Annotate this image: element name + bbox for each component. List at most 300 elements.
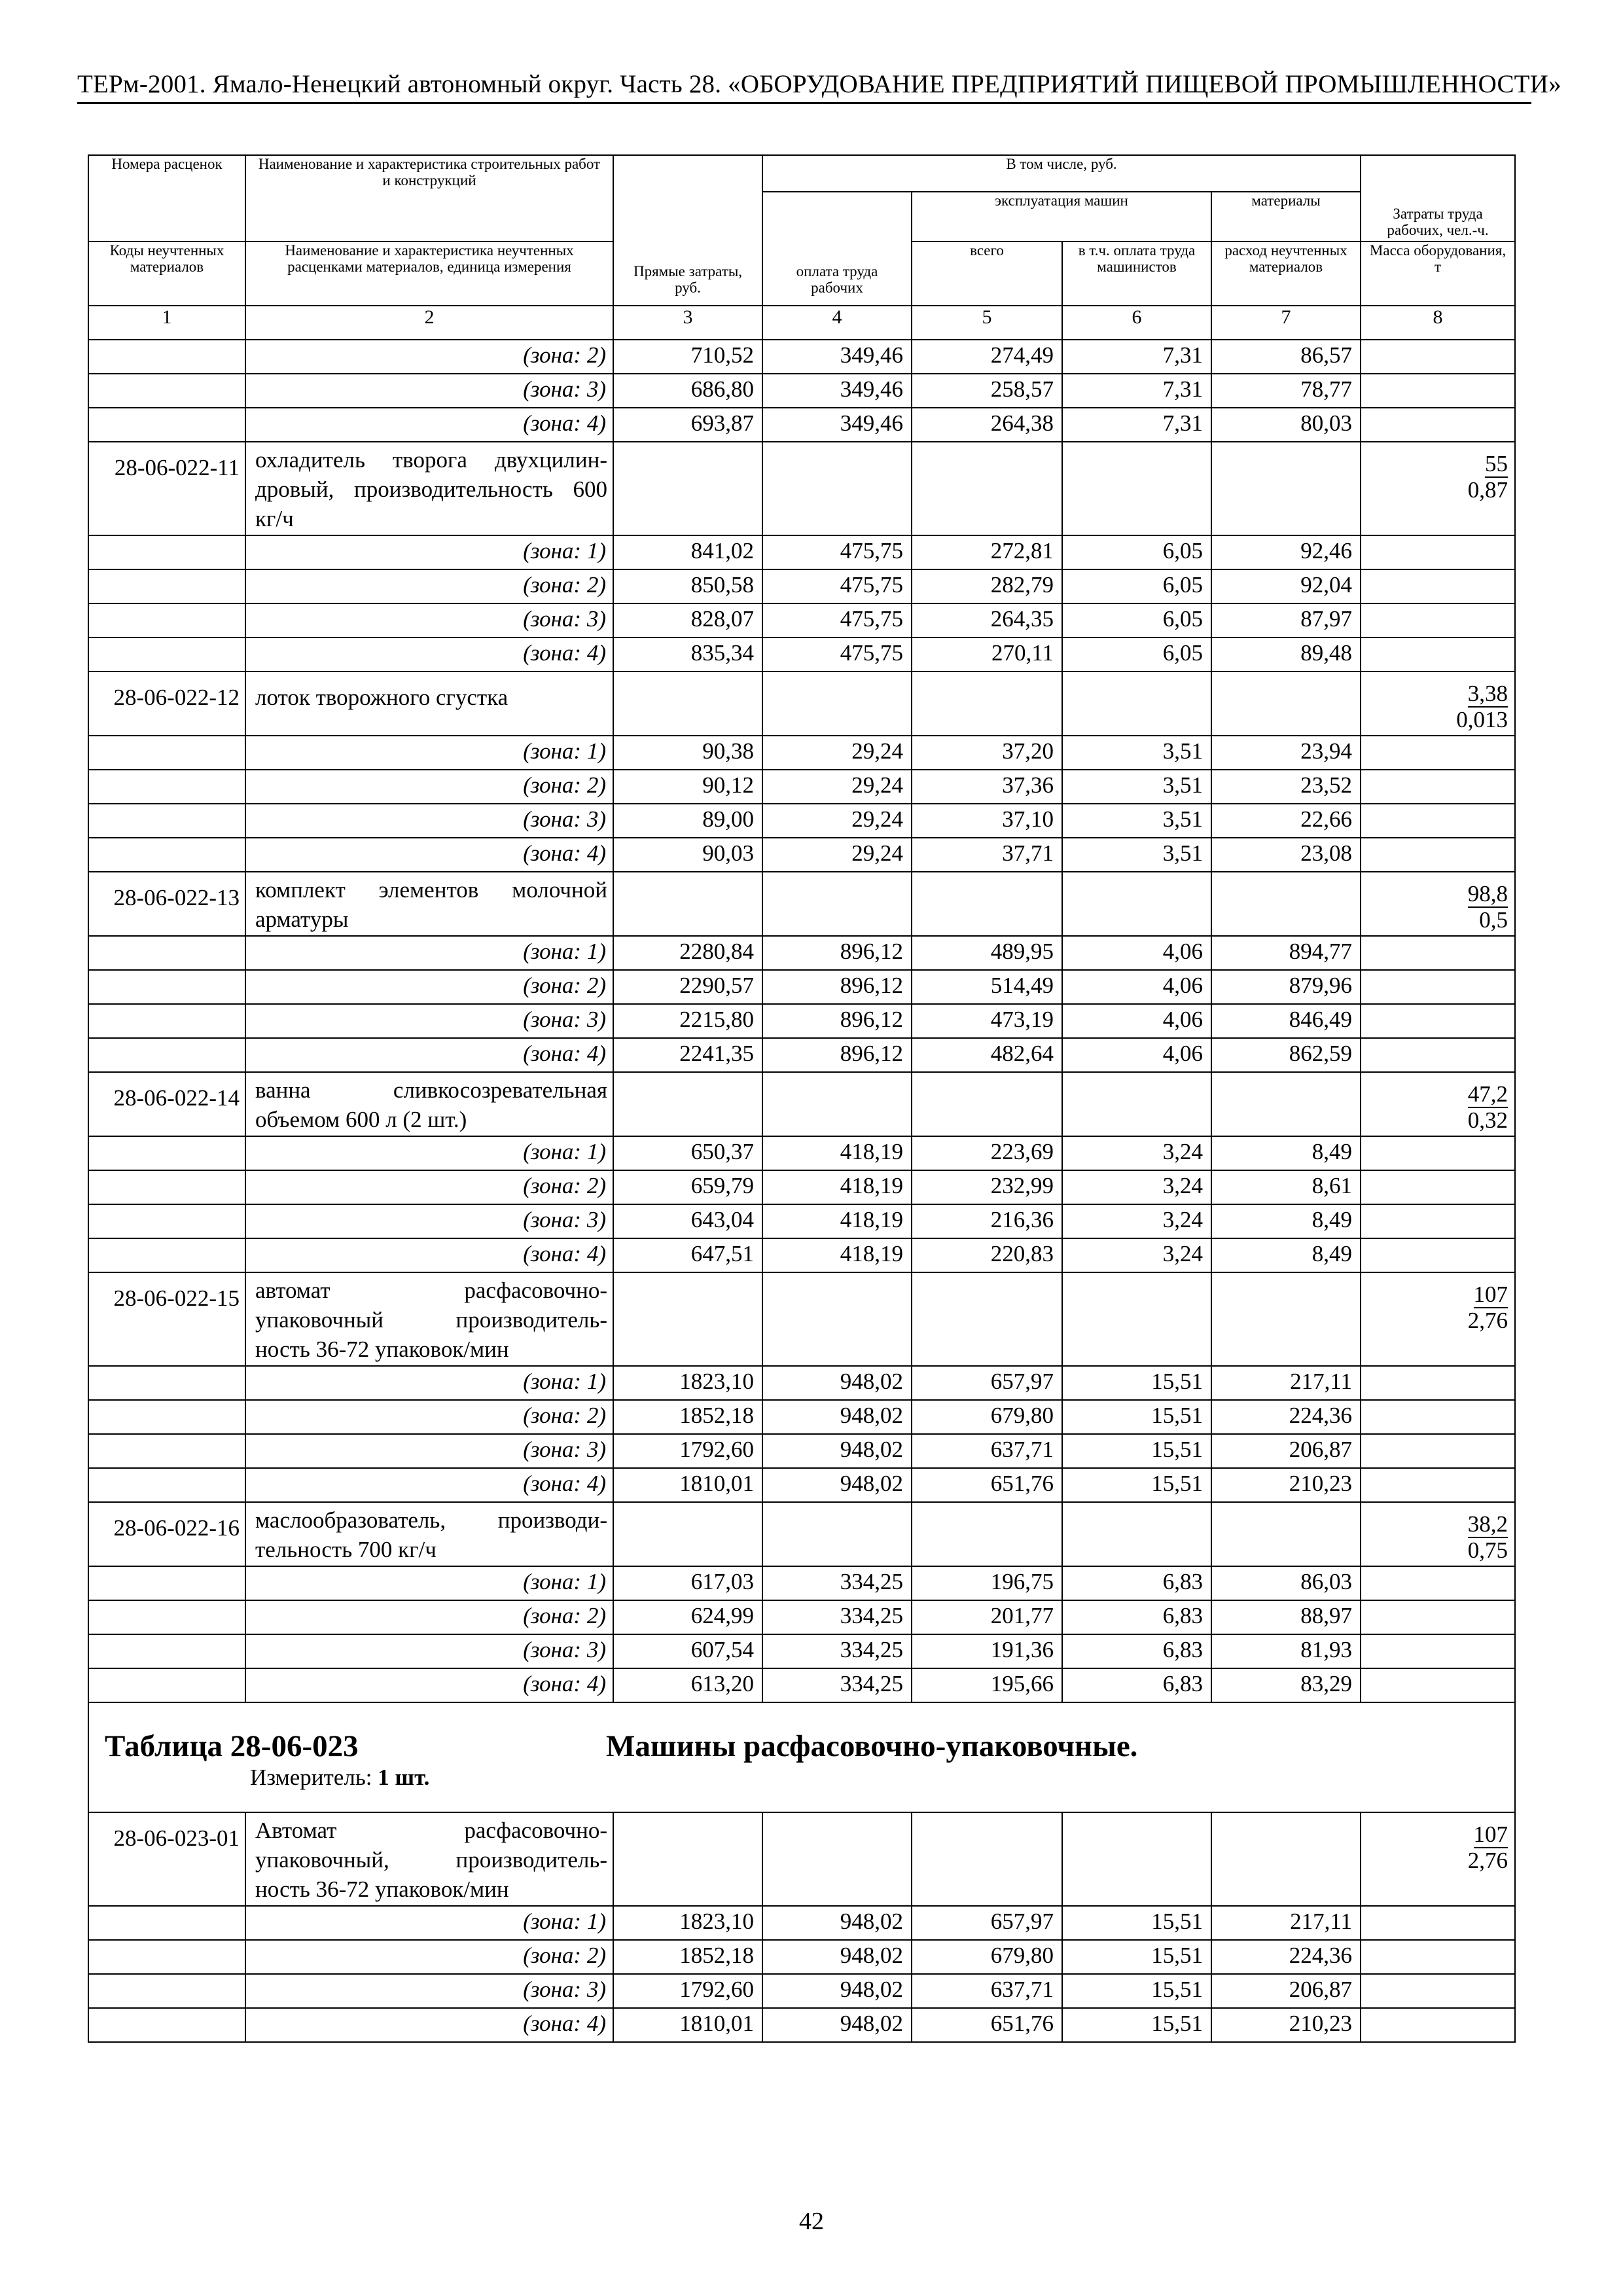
cost-value: 37,36 bbox=[912, 770, 1062, 804]
cost-value: 334,25 bbox=[762, 1668, 912, 1702]
cost-value: 1852,18 bbox=[613, 1400, 762, 1434]
labor-cell bbox=[1361, 1038, 1515, 1072]
empty-cell bbox=[912, 672, 1062, 736]
cost-value: 1852,18 bbox=[613, 1940, 762, 1974]
zone-label: (зона: 2) bbox=[245, 1170, 613, 1204]
cost-value: 206,87 bbox=[1211, 1434, 1361, 1468]
cost-value: 282,79 bbox=[912, 569, 1062, 603]
labor-cell bbox=[1361, 804, 1515, 838]
cost-value: 272,81 bbox=[912, 535, 1062, 569]
cost-value: 948,02 bbox=[762, 1906, 912, 1940]
rate-code: 28-06-022-13 bbox=[88, 872, 245, 936]
labor-cell bbox=[1361, 1366, 1515, 1400]
zone-row bbox=[88, 770, 1515, 804]
rate-row bbox=[88, 1072, 1515, 1136]
cost-value: 15,51 bbox=[1062, 1940, 1211, 1974]
empty-cell bbox=[1211, 872, 1361, 936]
description-line: автомат расфасовочно- bbox=[255, 1278, 607, 1303]
price-table bbox=[88, 154, 1516, 2043]
cost-value: 7,31 bbox=[1062, 374, 1211, 408]
zone-label: (зона: 1) bbox=[245, 535, 613, 569]
rate-description bbox=[245, 1072, 613, 1136]
cost-value: 1792,60 bbox=[613, 1974, 762, 2008]
labor-cell bbox=[1361, 770, 1515, 804]
cost-value: 475,75 bbox=[762, 569, 912, 603]
table-title-cell bbox=[88, 1702, 1515, 1812]
running-header: ТЕРм-2001. Ямало-Ненецкий автономный округ. Часть 28. «ОБОРУДОВАНИЕ ПРЕДПРИЯТИЙ ПИЩЕВОЙ ПРОМЫШЛЕННОСТИ» bbox=[77, 68, 1531, 104]
zone-label: (зона: 2) bbox=[245, 770, 613, 804]
cost-value: 2290,57 bbox=[613, 970, 762, 1004]
cost-value: 217,11 bbox=[1211, 1906, 1361, 1940]
cost-value: 2241,35 bbox=[613, 1038, 762, 1072]
table-title-row bbox=[88, 1702, 1515, 1812]
labor-cell bbox=[1361, 1634, 1515, 1668]
code-cell bbox=[88, 637, 245, 672]
zone-row bbox=[88, 1940, 1515, 1974]
description-line: охладитель творога двухцилин- bbox=[255, 447, 607, 473]
zone-row bbox=[88, 1038, 1515, 1072]
empty-cell bbox=[912, 872, 1062, 936]
zone-label: (зона: 1) bbox=[245, 1906, 613, 1940]
zone-row bbox=[88, 1468, 1515, 1502]
labor-cell bbox=[1361, 1600, 1515, 1634]
labor-mass-fraction bbox=[1361, 1812, 1515, 1906]
zone-row bbox=[88, 1170, 1515, 1204]
cost-value: 3,51 bbox=[1062, 838, 1211, 872]
cost-value: 8,49 bbox=[1211, 1238, 1361, 1272]
labor-cell bbox=[1361, 1136, 1515, 1170]
cost-value: 475,75 bbox=[762, 637, 912, 672]
code-cell bbox=[88, 970, 245, 1004]
description-line: арматуры bbox=[255, 906, 349, 932]
zone-label: (зона: 4) bbox=[245, 1468, 613, 1502]
empty-cell bbox=[1211, 1272, 1361, 1366]
empty-cell bbox=[613, 1072, 762, 1136]
cost-value: 3,24 bbox=[1062, 1136, 1211, 1170]
empty-cell bbox=[1062, 872, 1211, 936]
cost-value: 647,51 bbox=[613, 1238, 762, 1272]
cost-value: 6,05 bbox=[1062, 569, 1211, 603]
cost-value: 637,71 bbox=[912, 1974, 1062, 2008]
zone-label: (зона: 4) bbox=[245, 637, 613, 672]
labor-cell bbox=[1361, 2008, 1515, 2042]
labor-mass-fraction bbox=[1361, 1502, 1515, 1566]
zone-label: (зона: 2) bbox=[245, 1940, 613, 1974]
labor-cell bbox=[1361, 838, 1515, 872]
column-number: 3 bbox=[613, 306, 762, 340]
cost-value: 489,95 bbox=[912, 936, 1062, 970]
col2-header-bottom: Наименование и характеристика неучтенных расценками материалов, единица измерения bbox=[245, 242, 613, 306]
cost-value: 90,38 bbox=[613, 736, 762, 770]
zone-row bbox=[88, 838, 1515, 872]
code-cell bbox=[88, 374, 245, 408]
zone-label: (зона: 1) bbox=[245, 1566, 613, 1600]
code-cell bbox=[88, 1940, 245, 1974]
description-line: Автомат расфасовочно- bbox=[255, 1818, 607, 1843]
cost-value: 1823,10 bbox=[613, 1366, 762, 1400]
code-cell bbox=[88, 1600, 245, 1634]
cost-value: 850,58 bbox=[613, 569, 762, 603]
cost-value: 4,06 bbox=[1062, 970, 1211, 1004]
cost-value: 90,03 bbox=[613, 838, 762, 872]
labor-value: 38,2 bbox=[1467, 1511, 1508, 1537]
cost-value: 896,12 bbox=[762, 936, 912, 970]
labor-cell bbox=[1361, 637, 1515, 672]
zone-row bbox=[88, 736, 1515, 770]
cost-value: 6,05 bbox=[1062, 637, 1211, 672]
labor-cell bbox=[1361, 1204, 1515, 1238]
zone-label: (зона: 4) bbox=[245, 1038, 613, 1072]
zone-row bbox=[88, 569, 1515, 603]
code-cell bbox=[88, 1566, 245, 1600]
cost-value: 15,51 bbox=[1062, 1366, 1211, 1400]
code-cell bbox=[88, 340, 245, 374]
zone-row bbox=[88, 1204, 1515, 1238]
empty-cell bbox=[912, 1072, 1062, 1136]
cost-value: 4,06 bbox=[1062, 1004, 1211, 1038]
labor-cell bbox=[1361, 970, 1515, 1004]
col1-header-top: Номера расценок bbox=[88, 155, 245, 242]
description-line: тельность 700 кг/ч bbox=[255, 1537, 437, 1562]
zone-row bbox=[88, 1004, 1515, 1038]
cost-value: 607,54 bbox=[613, 1634, 762, 1668]
labor-value: 107 bbox=[1473, 1282, 1508, 1307]
cost-value: 6,83 bbox=[1062, 1634, 1211, 1668]
cost-value: 6,83 bbox=[1062, 1600, 1211, 1634]
rate-description bbox=[245, 1272, 613, 1366]
zone-row bbox=[88, 408, 1515, 442]
cost-value: 22,66 bbox=[1211, 804, 1361, 838]
cost-value: 29,24 bbox=[762, 770, 912, 804]
code-cell bbox=[88, 1136, 245, 1170]
zone-row bbox=[88, 1634, 1515, 1668]
cost-value: 475,75 bbox=[762, 603, 912, 637]
mass-value: 0,5 bbox=[1479, 907, 1508, 933]
labor-cell bbox=[1361, 408, 1515, 442]
code-cell bbox=[88, 1906, 245, 1940]
cost-value: 637,71 bbox=[912, 1434, 1062, 1468]
cost-value: 8,61 bbox=[1211, 1170, 1361, 1204]
zone-row bbox=[88, 1974, 1515, 2008]
empty-cell bbox=[613, 442, 762, 535]
cost-value: 1810,01 bbox=[613, 2008, 762, 2042]
cost-value: 3,24 bbox=[1062, 1170, 1211, 1204]
labor-mass-fraction bbox=[1361, 672, 1515, 736]
zone-label: (зона: 1) bbox=[245, 1366, 613, 1400]
col6-header: в т.ч. оплата труда машинистов bbox=[1062, 242, 1211, 306]
description-line: объемом 600 л (2 шт.) bbox=[255, 1107, 467, 1132]
cost-value: 418,19 bbox=[762, 1170, 912, 1204]
zone-row bbox=[88, 1400, 1515, 1434]
labor-mass-fraction bbox=[1361, 872, 1515, 936]
rate-row bbox=[88, 1272, 1515, 1366]
cost-value: 201,77 bbox=[912, 1600, 1062, 1634]
cost-value: 948,02 bbox=[762, 1400, 912, 1434]
description-line: ность 36-72 упаковок/мин bbox=[255, 1876, 509, 1902]
cost-value: 624,99 bbox=[613, 1600, 762, 1634]
labor-cell bbox=[1361, 936, 1515, 970]
cost-value: 879,96 bbox=[1211, 970, 1361, 1004]
cost-value: 710,52 bbox=[613, 340, 762, 374]
cost-value: 846,49 bbox=[1211, 1004, 1361, 1038]
rate-code: 28-06-022-15 bbox=[88, 1272, 245, 1366]
table-title-line bbox=[89, 1727, 1514, 1766]
cost-value: 7,31 bbox=[1062, 340, 1211, 374]
machines-header: эксплуатация машин bbox=[912, 192, 1211, 242]
cost-value: 473,19 bbox=[912, 1004, 1062, 1038]
code-cell bbox=[88, 1668, 245, 1702]
fraction bbox=[1368, 872, 1508, 933]
cost-value: 1792,60 bbox=[613, 1434, 762, 1468]
description-line: ванна сливкосозревательная bbox=[255, 1077, 607, 1103]
cost-value: 15,51 bbox=[1062, 1468, 1211, 1502]
cost-value: 948,02 bbox=[762, 1468, 912, 1502]
rate-code: 28-06-022-11 bbox=[88, 442, 245, 535]
zone-label: (зона: 3) bbox=[245, 1434, 613, 1468]
rate-row bbox=[88, 442, 1515, 535]
code-cell bbox=[88, 603, 245, 637]
empty-cell bbox=[1062, 672, 1211, 736]
code-cell bbox=[88, 838, 245, 872]
cost-value: 651,76 bbox=[912, 2008, 1062, 2042]
cost-value: 1823,10 bbox=[613, 1906, 762, 1940]
cost-value: 86,03 bbox=[1211, 1566, 1361, 1600]
cost-value: 643,04 bbox=[613, 1204, 762, 1238]
cost-value: 264,35 bbox=[912, 603, 1062, 637]
fraction bbox=[1368, 1073, 1508, 1133]
cost-value: 841,02 bbox=[613, 535, 762, 569]
fraction bbox=[1368, 442, 1508, 503]
labor-cell bbox=[1361, 1434, 1515, 1468]
measure-line bbox=[89, 1763, 1514, 1792]
cost-value: 2280,84 bbox=[613, 936, 762, 970]
cost-value: 216,36 bbox=[912, 1204, 1062, 1238]
cost-value: 232,99 bbox=[912, 1170, 1062, 1204]
rate-code: 28-06-022-16 bbox=[88, 1502, 245, 1566]
cost-value: 88,97 bbox=[1211, 1600, 1361, 1634]
cost-value: 7,31 bbox=[1062, 408, 1211, 442]
cost-value: 6,05 bbox=[1062, 535, 1211, 569]
cost-value: 3,51 bbox=[1062, 770, 1211, 804]
cost-value: 418,19 bbox=[762, 1204, 912, 1238]
cost-value: 29,24 bbox=[762, 804, 912, 838]
zone-label: (зона: 2) bbox=[245, 970, 613, 1004]
zone-label: (зона: 2) bbox=[245, 569, 613, 603]
cost-value: 264,38 bbox=[912, 408, 1062, 442]
labor-cell bbox=[1361, 1170, 1515, 1204]
cost-value: 224,36 bbox=[1211, 1400, 1361, 1434]
labor-value: 98,8 bbox=[1467, 881, 1508, 906]
cost-value: 948,02 bbox=[762, 1974, 912, 2008]
cost-value: 195,66 bbox=[912, 1668, 1062, 1702]
code-cell bbox=[88, 1468, 245, 1502]
column-number-row bbox=[88, 306, 1515, 340]
code-cell bbox=[88, 804, 245, 838]
cost-value: 23,52 bbox=[1211, 770, 1361, 804]
labor-value: 55 bbox=[1485, 451, 1508, 476]
column-number: 8 bbox=[1361, 306, 1515, 340]
empty-cell bbox=[1062, 1812, 1211, 1906]
included-header: В том числе, руб. bbox=[762, 155, 1361, 192]
column-number: 6 bbox=[1062, 306, 1211, 340]
cost-value: 220,83 bbox=[912, 1238, 1062, 1272]
cost-value: 80,03 bbox=[1211, 408, 1361, 442]
empty-cell bbox=[912, 442, 1062, 535]
measure-label: Измеритель: bbox=[250, 1765, 372, 1790]
labor-cell bbox=[1361, 340, 1515, 374]
cost-value: 89,00 bbox=[613, 804, 762, 838]
labor-cell bbox=[1361, 1974, 1515, 2008]
cost-value: 613,20 bbox=[613, 1668, 762, 1702]
zone-row bbox=[88, 1668, 1515, 1702]
labor-cell bbox=[1361, 569, 1515, 603]
zone-row bbox=[88, 1566, 1515, 1600]
empty-cell bbox=[762, 1272, 912, 1366]
code-cell bbox=[88, 1366, 245, 1400]
column-number: 2 bbox=[245, 306, 613, 340]
col3-header: Прямые затраты, руб. bbox=[613, 155, 762, 306]
table-number: Таблица 28-06-023 bbox=[105, 1729, 359, 1763]
cost-value: 6,83 bbox=[1062, 1566, 1211, 1600]
column-number: 5 bbox=[912, 306, 1062, 340]
cost-value: 224,36 bbox=[1211, 1940, 1361, 1974]
cost-value: 686,80 bbox=[613, 374, 762, 408]
cost-value: 90,12 bbox=[613, 770, 762, 804]
cost-value: 418,19 bbox=[762, 1136, 912, 1170]
cost-value: 862,59 bbox=[1211, 1038, 1361, 1072]
cost-value: 258,57 bbox=[912, 374, 1062, 408]
empty-cell bbox=[912, 1502, 1062, 1566]
labor-value: 107 bbox=[1473, 1821, 1508, 1847]
cost-value: 15,51 bbox=[1062, 1906, 1211, 1940]
labor-cell bbox=[1361, 603, 1515, 637]
cost-value: 828,07 bbox=[613, 603, 762, 637]
page-number: 42 bbox=[799, 2208, 824, 2235]
column-number: 1 bbox=[88, 306, 245, 340]
zone-row bbox=[88, 340, 1515, 374]
empty-cell bbox=[613, 872, 762, 936]
cost-value: 210,23 bbox=[1211, 2008, 1361, 2042]
cost-value: 3,51 bbox=[1062, 736, 1211, 770]
cost-value: 650,37 bbox=[613, 1136, 762, 1170]
zone-row bbox=[88, 1600, 1515, 1634]
cost-value: 482,64 bbox=[912, 1038, 1062, 1072]
zone-row bbox=[88, 1906, 1515, 1940]
empty-cell bbox=[762, 872, 912, 936]
cost-value: 679,80 bbox=[912, 1400, 1062, 1434]
description-line: маслообразователь, производи- bbox=[255, 1507, 607, 1533]
cost-value: 835,34 bbox=[613, 637, 762, 672]
cost-value: 29,24 bbox=[762, 838, 912, 872]
cost-value: 334,25 bbox=[762, 1566, 912, 1600]
rate-row bbox=[88, 672, 1515, 736]
code-cell bbox=[88, 1170, 245, 1204]
cost-value: 475,75 bbox=[762, 535, 912, 569]
rate-row bbox=[88, 1502, 1515, 1566]
code-cell bbox=[88, 1038, 245, 1072]
zone-label: (зона: 1) bbox=[245, 936, 613, 970]
cost-value: 349,46 bbox=[762, 408, 912, 442]
rate-description bbox=[245, 872, 613, 936]
empty-cell bbox=[912, 1812, 1062, 1906]
zone-label: (зона: 4) bbox=[245, 408, 613, 442]
rate-description bbox=[245, 1812, 613, 1906]
zone-row bbox=[88, 1136, 1515, 1170]
cost-value: 418,19 bbox=[762, 1238, 912, 1272]
description-line: кг/ч bbox=[255, 506, 294, 531]
zone-label: (зона: 3) bbox=[245, 1634, 613, 1668]
empty-cell bbox=[613, 1502, 762, 1566]
zone-label: (зона: 3) bbox=[245, 1974, 613, 2008]
labor-cell bbox=[1361, 535, 1515, 569]
zone-row bbox=[88, 374, 1515, 408]
empty-cell bbox=[613, 1272, 762, 1366]
cost-value: 6,83 bbox=[1062, 1668, 1211, 1702]
cost-value: 657,97 bbox=[912, 1906, 1062, 1940]
mass-value: 0,87 bbox=[1467, 477, 1508, 503]
cost-value: 693,87 bbox=[613, 408, 762, 442]
empty-cell bbox=[1211, 1812, 1361, 1906]
cost-value: 270,11 bbox=[912, 637, 1062, 672]
zone-row bbox=[88, 1434, 1515, 1468]
description-line: лоток творожного сгустка bbox=[255, 685, 508, 710]
zone-label: (зона: 2) bbox=[245, 1600, 613, 1634]
labor-cell bbox=[1361, 1940, 1515, 1974]
empty-cell bbox=[1211, 672, 1361, 736]
labor-value: 3,38 bbox=[1467, 681, 1508, 706]
cost-value: 217,11 bbox=[1211, 1366, 1361, 1400]
empty-cell bbox=[762, 1072, 912, 1136]
rate-code: 28-06-023-01 bbox=[88, 1812, 245, 1906]
cost-value: 29,24 bbox=[762, 736, 912, 770]
empty-cell bbox=[1211, 1072, 1361, 1136]
labor-cell bbox=[1361, 1566, 1515, 1600]
col2-header-top: Наименование и характеристика строительных работ и конструкций bbox=[245, 155, 613, 242]
col8-header-bottom: Масса оборудования, т bbox=[1361, 242, 1515, 306]
zone-label: (зона: 4) bbox=[245, 2008, 613, 2042]
cost-value: 6,05 bbox=[1062, 603, 1211, 637]
cost-value: 894,77 bbox=[1211, 936, 1361, 970]
code-cell bbox=[88, 1004, 245, 1038]
cost-value: 4,06 bbox=[1062, 1038, 1211, 1072]
empty-cell bbox=[762, 1502, 912, 1566]
description-line: упаковочный, производитель- bbox=[255, 1847, 607, 1873]
cost-value: 15,51 bbox=[1062, 1400, 1211, 1434]
description-line: дровый, производительность 600 bbox=[255, 476, 607, 502]
description-line: ность 36-72 упаковок/мин bbox=[255, 1336, 509, 1362]
labor-value: 47,2 bbox=[1467, 1081, 1508, 1107]
zone-row bbox=[88, 970, 1515, 1004]
code-cell bbox=[88, 1634, 245, 1668]
empty-cell bbox=[1062, 1072, 1211, 1136]
code-cell bbox=[88, 569, 245, 603]
cost-value: 948,02 bbox=[762, 1940, 912, 1974]
rate-code: 28-06-022-14 bbox=[88, 1072, 245, 1136]
zone-row bbox=[88, 804, 1515, 838]
fraction bbox=[1368, 1503, 1508, 1563]
rate-description bbox=[245, 442, 613, 535]
col5-header: всего bbox=[912, 242, 1062, 306]
cost-value: 8,49 bbox=[1211, 1136, 1361, 1170]
labor-cell bbox=[1361, 1400, 1515, 1434]
cost-value: 1810,01 bbox=[613, 1468, 762, 1502]
mass-value: 2,76 bbox=[1467, 1308, 1508, 1333]
cost-value: 2215,80 bbox=[613, 1004, 762, 1038]
labor-cell bbox=[1361, 1238, 1515, 1272]
empty-cell bbox=[613, 672, 762, 736]
cost-value: 948,02 bbox=[762, 1366, 912, 1400]
description-line: комплект элементов молочной bbox=[255, 877, 607, 903]
